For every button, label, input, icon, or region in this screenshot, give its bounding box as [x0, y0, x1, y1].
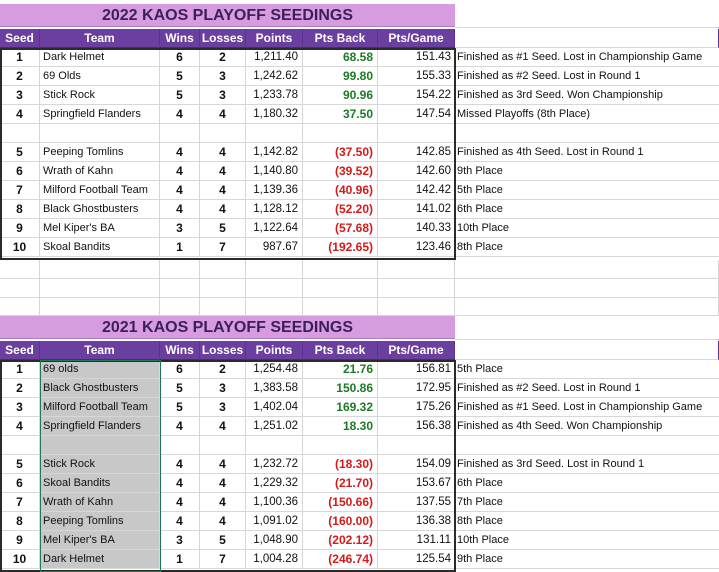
pts-back-cell[interactable]: (40.96)	[303, 181, 378, 200]
empty-cell[interactable]	[200, 279, 246, 298]
seed-cell[interactable]: 3	[0, 398, 40, 417]
losses-cell[interactable]: 4	[200, 143, 246, 162]
table-row	[0, 474, 719, 493]
empty-cell[interactable]	[455, 260, 719, 279]
wins-cell[interactable]: 3	[160, 219, 200, 238]
pts-back-cell[interactable]: (246.74)	[303, 550, 378, 569]
seed-cell[interactable]: 8	[0, 512, 40, 531]
seed-cell[interactable]: 2	[0, 67, 40, 86]
pts-game-cell[interactable]: 172.95	[378, 379, 455, 398]
note-cell[interactable]: Finished as #1 Seed. Lost in Championship Game	[455, 398, 719, 417]
table-row	[0, 86, 719, 105]
pts-game-cell[interactable]: 123.46	[378, 238, 455, 257]
note-cell[interactable]: 9th Place	[455, 550, 719, 569]
empty-cell[interactable]	[160, 260, 200, 279]
empty-cell[interactable]	[378, 436, 455, 455]
team-cell[interactable]: Peeping Tomlins	[40, 512, 160, 531]
table-row	[0, 162, 719, 181]
empty-cell[interactable]	[455, 298, 719, 316]
pts-game-cell[interactable]: 137.55	[378, 493, 455, 512]
empty-cell[interactable]	[200, 298, 246, 316]
pts-game-cell[interactable]: 147.54	[378, 105, 455, 124]
header-row-2022	[0, 29, 719, 48]
losses-cell[interactable]: 7	[200, 238, 246, 257]
note-cell[interactable]: 8th Place	[455, 512, 719, 531]
col-header-pts-game[interactable]: Pts/Game	[378, 29, 455, 48]
wins-cell[interactable]: 4	[160, 417, 200, 436]
spacer-row	[0, 124, 719, 143]
pts-game-cell[interactable]: 175.26	[378, 398, 455, 417]
empty-row	[0, 298, 719, 317]
table-row	[0, 550, 719, 569]
note-cell[interactable]: 9th Place	[455, 162, 719, 181]
empty-cell[interactable]	[246, 436, 303, 455]
empty-cell[interactable]	[40, 436, 160, 455]
note-cell[interactable]: Finished as 3rd Seed. Won Championship	[455, 86, 719, 105]
wins-cell[interactable]: 6	[160, 48, 200, 67]
empty-cell[interactable]	[40, 260, 160, 279]
losses-cell[interactable]: 3	[200, 379, 246, 398]
col-header-seed[interactable]: Seed	[0, 29, 40, 48]
wins-cell[interactable]: 4	[160, 493, 200, 512]
table-row	[0, 67, 719, 86]
seed-cell[interactable]: 7	[0, 493, 40, 512]
empty-cell[interactable]	[40, 279, 160, 298]
note-cell[interactable]: 6th Place	[455, 474, 719, 493]
losses-cell[interactable]: 5	[200, 531, 246, 550]
seed-cell[interactable]: 1	[0, 360, 40, 379]
losses-cell[interactable]: 3	[200, 398, 246, 417]
seed-cell[interactable]: 8	[0, 200, 40, 219]
losses-cell[interactable]: 4	[200, 200, 246, 219]
seed-cell[interactable]: 7	[0, 181, 40, 200]
note-cell[interactable]: 5th Place	[455, 360, 719, 379]
wins-cell[interactable]: 5	[160, 67, 200, 86]
empty-cell[interactable]	[303, 260, 378, 279]
empty-cell[interactable]	[303, 279, 378, 298]
col-header-team[interactable]: Team	[40, 29, 160, 48]
note-cell[interactable]: Finished as #1 Seed. Lost in Championship Game	[455, 48, 719, 67]
losses-cell[interactable]: 3	[200, 67, 246, 86]
table-row	[0, 493, 719, 512]
points-cell[interactable]: 1,122.64	[246, 219, 303, 238]
points-cell[interactable]: 1,402.04	[246, 398, 303, 417]
losses-cell[interactable]: 7	[200, 550, 246, 569]
points-cell[interactable]: 987.67	[246, 238, 303, 257]
pts-back-cell[interactable]: 37.50	[303, 105, 378, 124]
pts-game-cell[interactable]: 142.85	[378, 143, 455, 162]
empty-row	[0, 260, 719, 279]
table-row	[0, 219, 719, 238]
seed-cell[interactable]: 5	[0, 455, 40, 474]
team-cell[interactable]: 69 Olds	[40, 67, 160, 86]
pts-back-cell[interactable]: (57.68)	[303, 219, 378, 238]
losses-cell[interactable]: 4	[200, 181, 246, 200]
table-row	[0, 379, 719, 398]
pts-game-cell[interactable]: 155.33	[378, 67, 455, 86]
losses-cell[interactable]: 2	[200, 360, 246, 379]
points-cell[interactable]: 1,232.72	[246, 455, 303, 474]
pts-game-cell[interactable]: 131.11	[378, 531, 455, 550]
pts-game-cell[interactable]: 141.02	[378, 200, 455, 219]
losses-cell[interactable]: 4	[200, 105, 246, 124]
points-cell[interactable]: 1,091.02	[246, 512, 303, 531]
empty-cell[interactable]	[246, 279, 303, 298]
note-cell[interactable]: Finished as 4th Seed. Lost in Round 1	[455, 143, 719, 162]
seed-cell[interactable]: 10	[0, 238, 40, 257]
pts-back-cell[interactable]: 90.96	[303, 86, 378, 105]
col-header-points[interactable]: Points	[246, 29, 303, 48]
seed-cell[interactable]: 2	[0, 379, 40, 398]
team-cell[interactable]: Springfield Flanders	[40, 417, 160, 436]
note-cell[interactable]: 7th Place	[455, 493, 719, 512]
empty-cell[interactable]	[455, 341, 719, 360]
table-row	[0, 531, 719, 550]
wins-cell[interactable]: 5	[160, 398, 200, 417]
col-header-pts-back[interactable]: Pts Back	[303, 341, 378, 360]
col-header-points[interactable]: Points	[246, 341, 303, 360]
seed-cell[interactable]: 9	[0, 219, 40, 238]
note-cell[interactable]: Finished as #2 Seed. Lost in Round 1	[455, 67, 719, 86]
wins-cell[interactable]: 4	[160, 200, 200, 219]
table-row	[0, 398, 719, 417]
empty-cell[interactable]	[40, 124, 160, 143]
empty-cell[interactable]	[246, 260, 303, 279]
note-cell[interactable]: Finished as 3rd Seed. Lost in Round 1	[455, 455, 719, 474]
pts-game-cell[interactable]: 142.42	[378, 181, 455, 200]
empty-row	[0, 279, 719, 298]
team-cell[interactable]: Peeping Tomlins	[40, 143, 160, 162]
table-row	[0, 200, 719, 219]
points-cell[interactable]: 1,254.48	[246, 360, 303, 379]
pts-back-cell[interactable]: 68.58	[303, 48, 378, 67]
note-cell[interactable]: 8th Place	[455, 238, 719, 257]
empty-cell[interactable]	[246, 124, 303, 143]
wins-cell[interactable]: 4	[160, 143, 200, 162]
team-cell[interactable]: Stick Rock	[40, 86, 160, 105]
team-cell[interactable]: Stick Rock	[40, 455, 160, 474]
col-header-pts-back[interactable]: Pts Back	[303, 29, 378, 48]
wins-cell[interactable]: 5	[160, 379, 200, 398]
note-cell[interactable]: Finished as #2 Seed. Lost in Round 1	[455, 379, 719, 398]
wins-cell[interactable]: 4	[160, 474, 200, 493]
losses-cell[interactable]: 4	[200, 162, 246, 181]
wins-cell[interactable]: 4	[160, 455, 200, 474]
pts-game-cell[interactable]: 154.09	[378, 455, 455, 474]
empty-cell[interactable]	[303, 124, 378, 143]
losses-cell[interactable]: 4	[200, 417, 246, 436]
points-cell[interactable]: 1,142.82	[246, 143, 303, 162]
empty-cell[interactable]	[455, 124, 719, 143]
note-cell[interactable]: 10th Place	[455, 219, 719, 238]
empty-cell[interactable]	[200, 124, 246, 143]
wins-cell[interactable]: 4	[160, 512, 200, 531]
table-row	[0, 181, 719, 200]
pts-back-cell[interactable]: 99.80	[303, 67, 378, 86]
wins-cell[interactable]: 1	[160, 550, 200, 569]
pts-game-cell[interactable]: 151.43	[378, 48, 455, 67]
pts-game-cell[interactable]: 142.60	[378, 162, 455, 181]
empty-cell[interactable]	[0, 298, 40, 316]
seed-cell[interactable]: 4	[0, 105, 40, 124]
pts-game-cell[interactable]: 140.33	[378, 219, 455, 238]
col-header-pts-game[interactable]: Pts/Game	[378, 341, 455, 360]
pts-back-cell[interactable]: (37.50)	[303, 143, 378, 162]
points-cell[interactable]: 1,211.40	[246, 48, 303, 67]
wins-cell[interactable]: 4	[160, 162, 200, 181]
pts-game-cell[interactable]: 153.67	[378, 474, 455, 493]
pts-game-cell[interactable]: 125.54	[378, 550, 455, 569]
col-header-wins[interactable]: Wins	[160, 29, 200, 48]
team-cell[interactable]: Wrath of Kahn	[40, 162, 160, 181]
pts-game-cell[interactable]: 136.38	[378, 512, 455, 531]
seed-cell[interactable]: 1	[0, 48, 40, 67]
points-cell[interactable]: 1,140.80	[246, 162, 303, 181]
losses-cell[interactable]: 3	[200, 86, 246, 105]
team-cell[interactable]: Mel Kiper's BA	[40, 219, 160, 238]
pts-back-cell[interactable]: (39.52)	[303, 162, 378, 181]
seed-cell[interactable]: 6	[0, 162, 40, 181]
pts-back-cell[interactable]: 21.76	[303, 360, 378, 379]
pts-back-cell[interactable]: 169.32	[303, 398, 378, 417]
note-cell[interactable]: 5th Place	[455, 181, 719, 200]
empty-cell[interactable]	[303, 436, 378, 455]
pts-back-cell[interactable]: 150.86	[303, 379, 378, 398]
team-cell[interactable]: Dark Helmet	[40, 48, 160, 67]
losses-cell[interactable]: 4	[200, 455, 246, 474]
pts-back-cell[interactable]: (150.66)	[303, 493, 378, 512]
pts-back-cell[interactable]: (21.70)	[303, 474, 378, 493]
pts-back-cell[interactable]: 18.30	[303, 417, 378, 436]
team-cell[interactable]: Black Ghostbusters	[40, 200, 160, 219]
points-cell[interactable]: 1,128.12	[246, 200, 303, 219]
note-cell[interactable]: 6th Place	[455, 200, 719, 219]
team-cell[interactable]: Mel Kiper's BA	[40, 531, 160, 550]
team-cell[interactable]: Milford Football Team	[40, 181, 160, 200]
points-cell[interactable]: 1,004.28	[246, 550, 303, 569]
team-cell[interactable]: Skoal Bandits	[40, 238, 160, 257]
team-cell[interactable]: 69 olds	[40, 360, 160, 379]
seed-cell[interactable]: 4	[0, 417, 40, 436]
losses-cell[interactable]: 4	[200, 474, 246, 493]
pts-back-cell[interactable]: (18.30)	[303, 455, 378, 474]
pts-back-cell[interactable]: (202.12)	[303, 531, 378, 550]
empty-cell[interactable]	[378, 260, 455, 279]
empty-cell[interactable]	[455, 316, 719, 340]
seed-cell[interactable]: 6	[0, 474, 40, 493]
wins-cell[interactable]: 1	[160, 238, 200, 257]
points-cell[interactable]: 1,180.32	[246, 105, 303, 124]
seed-cell[interactable]: 3	[0, 86, 40, 105]
col-header-team[interactable]: Team	[40, 341, 160, 360]
points-cell[interactable]: 1,100.36	[246, 493, 303, 512]
empty-cell[interactable]	[455, 279, 719, 298]
empty-cell[interactable]	[0, 436, 40, 455]
team-cell[interactable]: Dark Helmet	[40, 550, 160, 569]
points-cell[interactable]: 1,251.02	[246, 417, 303, 436]
team-cell[interactable]: Black Ghostbusters	[40, 379, 160, 398]
wins-cell[interactable]: 3	[160, 531, 200, 550]
table-row	[0, 512, 719, 531]
empty-cell[interactable]	[40, 298, 160, 316]
empty-cell[interactable]	[200, 436, 246, 455]
col-header-losses[interactable]: Losses	[200, 29, 246, 48]
points-cell[interactable]: 1,242.62	[246, 67, 303, 86]
col-header-wins[interactable]: Wins	[160, 341, 200, 360]
empty-cell[interactable]	[455, 436, 719, 455]
table-title-2022[interactable]: 2022 KAOS PLAYOFF SEEDINGS	[0, 4, 455, 27]
empty-cell[interactable]	[246, 298, 303, 316]
table-row	[0, 360, 719, 379]
pts-back-cell[interactable]: (192.65)	[303, 238, 378, 257]
note-cell[interactable]: 10th Place	[455, 531, 719, 550]
pts-game-cell[interactable]: 154.22	[378, 86, 455, 105]
empty-cell[interactable]	[0, 260, 40, 279]
team-cell[interactable]: Wrath of Kahn	[40, 493, 160, 512]
empty-cell[interactable]	[378, 124, 455, 143]
wins-cell[interactable]: 4	[160, 181, 200, 200]
pts-game-cell[interactable]: 156.81	[378, 360, 455, 379]
col-header-losses[interactable]: Losses	[200, 341, 246, 360]
empty-cell[interactable]	[0, 124, 40, 143]
team-cell[interactable]: Milford Football Team	[40, 398, 160, 417]
seed-cell[interactable]: 5	[0, 143, 40, 162]
empty-cell[interactable]	[455, 29, 719, 48]
pts-back-cell[interactable]: (160.00)	[303, 512, 378, 531]
empty-cell[interactable]	[303, 298, 378, 316]
seed-cell[interactable]: 9	[0, 531, 40, 550]
losses-cell[interactable]: 4	[200, 493, 246, 512]
note-cell[interactable]: Finished as 4th Seed. Won Championship	[455, 417, 719, 436]
empty-cell[interactable]	[160, 436, 200, 455]
table-title-2021[interactable]: 2021 KAOS PLAYOFF SEEDINGS	[0, 316, 455, 339]
empty-cell[interactable]	[455, 4, 719, 28]
wins-cell[interactable]: 5	[160, 86, 200, 105]
wins-cell[interactable]: 6	[160, 360, 200, 379]
losses-cell[interactable]: 4	[200, 512, 246, 531]
empty-cell[interactable]	[160, 279, 200, 298]
table-row	[0, 48, 719, 67]
table-row	[0, 455, 719, 474]
table-row	[0, 417, 719, 436]
points-cell[interactable]: 1,229.32	[246, 474, 303, 493]
empty-cell[interactable]	[200, 260, 246, 279]
col-header-seed[interactable]: Seed	[0, 341, 40, 360]
spacer-row	[0, 436, 719, 455]
losses-cell[interactable]: 5	[200, 219, 246, 238]
pts-back-cell[interactable]: (52.20)	[303, 200, 378, 219]
points-cell[interactable]: 1,383.58	[246, 379, 303, 398]
table-row	[0, 105, 719, 124]
wins-cell[interactable]: 4	[160, 105, 200, 124]
empty-cell[interactable]	[378, 298, 455, 316]
losses-cell[interactable]: 2	[200, 48, 246, 67]
table-row	[0, 143, 719, 162]
empty-cell[interactable]	[378, 279, 455, 298]
team-cell[interactable]: Skoal Bandits	[40, 474, 160, 493]
note-cell[interactable]: Missed Playoffs (8th Place)	[455, 105, 719, 124]
team-cell[interactable]: Springfield Flanders	[40, 105, 160, 124]
header-row-2021	[0, 341, 719, 360]
empty-cell[interactable]	[160, 124, 200, 143]
points-cell[interactable]: 1,048.90	[246, 531, 303, 550]
empty-cell[interactable]	[0, 279, 40, 298]
points-cell[interactable]: 1,233.78	[246, 86, 303, 105]
empty-cell[interactable]	[160, 298, 200, 316]
seed-cell[interactable]: 10	[0, 550, 40, 569]
points-cell[interactable]: 1,139.36	[246, 181, 303, 200]
pts-game-cell[interactable]: 156.38	[378, 417, 455, 436]
table-row	[0, 238, 719, 257]
